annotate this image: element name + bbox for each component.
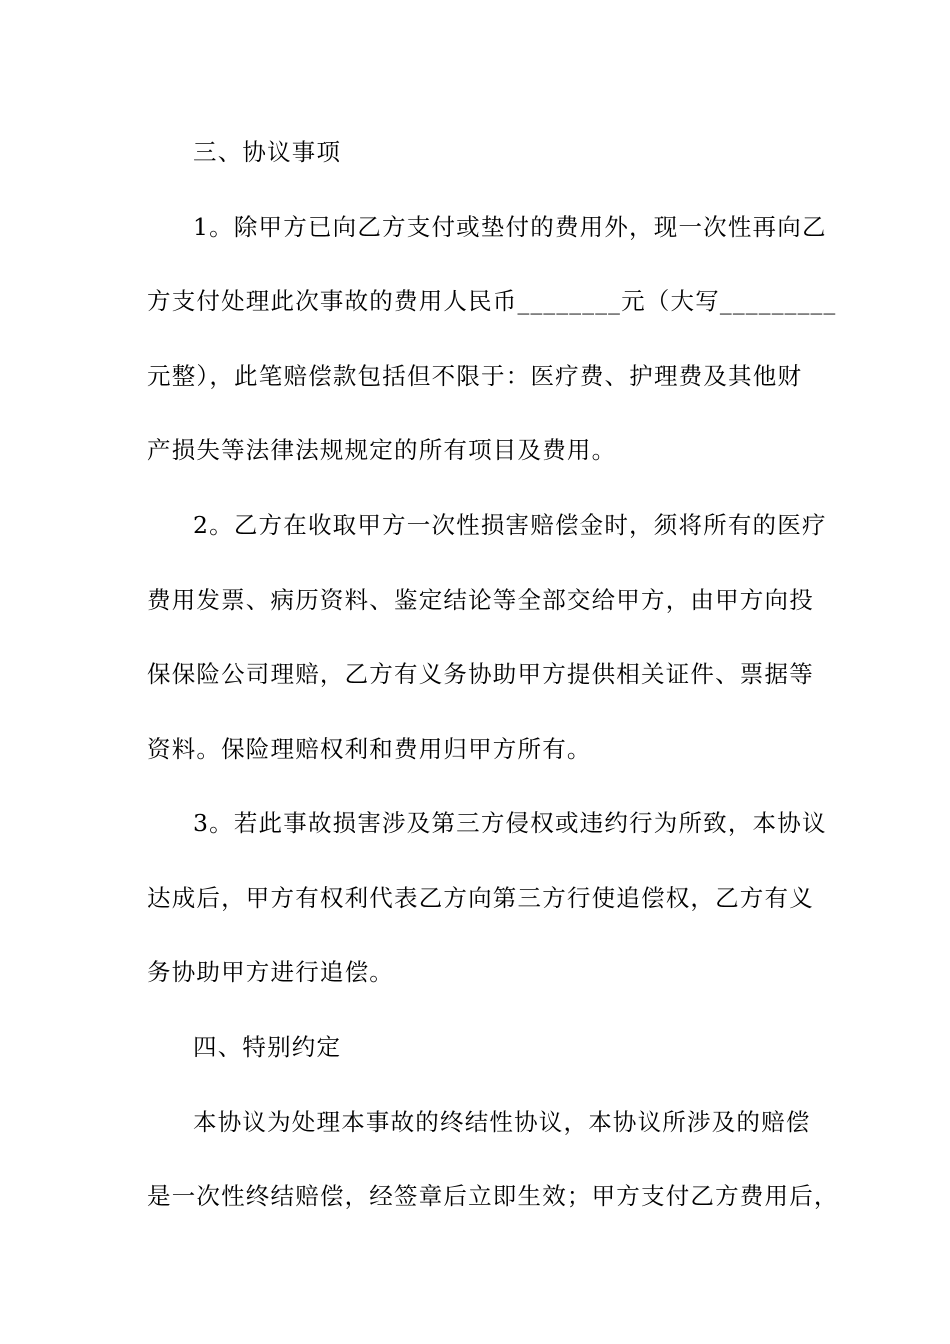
paragraph-line: 是一次性终结赔偿，经签章后立即生效；甲方支付乙方费用后， [147,1182,839,1210]
paragraph-line: 2。乙方在收取甲方一次性损害赔偿金时，须将所有的医疗 [193,511,827,539]
section-heading-agreement-items: 三、协议事项 [193,138,342,166]
paragraph-line: 本协议为处理本事故的终结性协议，本协议所涉及的赔偿 [193,1108,811,1136]
section-heading-special-provisions: 四、特别约定 [193,1033,342,1061]
paragraph-line: 费用发票、病历资料、鉴定结论等全部交给甲方，由甲方向投 [147,586,814,614]
paragraph-line: 元整），此笔赔偿款包括但不限于：医疗费、护理费及其他财 [147,362,803,390]
paragraph-line: 务协助甲方进行追偿。 [147,958,394,986]
paragraph-line: 产损失等法律法规规定的所有项目及费用。 [147,436,617,464]
paragraph-line: 资料。保险理赔权利和费用归甲方所有。 [147,735,592,763]
paragraph-line: 达成后，甲方有权利代表乙方向第三方行使追偿权，乙方有义 [147,884,814,912]
paragraph-line: 方支付处理此次事故的费用人民币________元（大写_________ [147,287,837,315]
paragraph-line: 1。除甲方已向乙方支付或垫付的费用外，现一次性再向乙 [193,213,827,241]
paragraph-line: 3。若此事故损害涉及第三方侵权或违约行为所致，本协议 [193,809,827,837]
paragraph-line: 保保险公司理赔，乙方有义务协助甲方提供相关证件、票据等 [147,660,814,688]
